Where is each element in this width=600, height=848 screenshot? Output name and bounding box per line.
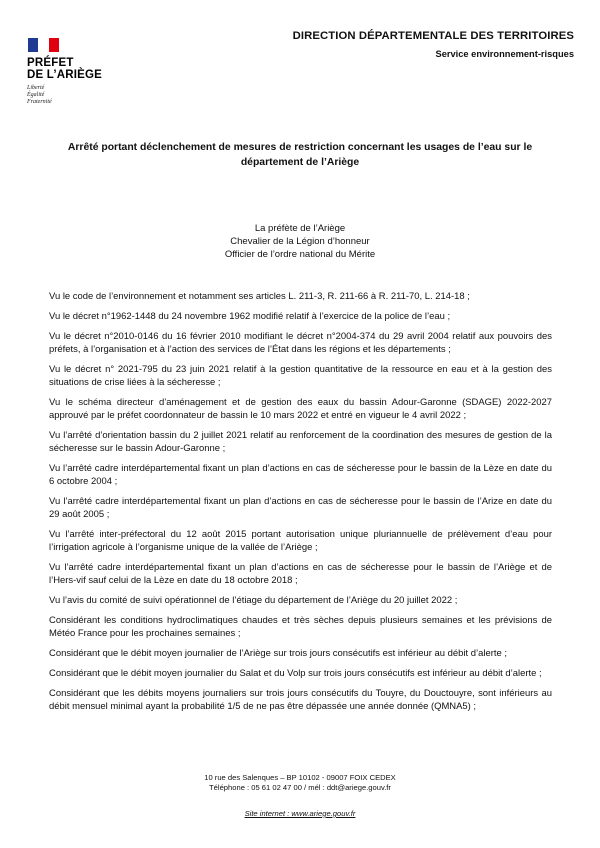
- paragraph: Vu l’arrêté cadre interdépartemental fixant un plan d’actions en cas de sécheresse pour le bassin de la Lèze en date du 6 octobre 2004 ;: [49, 463, 552, 487]
- header-right: [293, 30, 574, 59]
- paragraph: Considérant les conditions hydroclimatiques chaudes et très sèches depuis plusieurs semaines et les prévisions de Météo France pour les prochaines semaines ;: [49, 615, 552, 639]
- authority-line-2: Chevalier de la Légion d’honneur: [230, 236, 370, 247]
- authority-line-1: La préfète de l’Ariège: [254, 223, 346, 234]
- paragraph: Considérant que le débit moyen journalier de l’Ariège sur trois jours consécutifs est inférieur au débit d’alerte ;: [49, 648, 507, 659]
- body-paragraphs: [49, 290, 552, 720]
- paragraph: Vu l’arrêté cadre interdépartemental fixant un plan d’actions en cas de sécheresse pour le bassin de l’Arize en date du 29 août 2005 ;: [49, 496, 552, 520]
- footer: [0, 773, 600, 793]
- paragraph: Vu le code de l’environnement et notamment ses articles L. 211-3, R. 211-66 à R. 211-70, L. 214-18 ;: [49, 291, 470, 302]
- paragraph: Vu l’avis du comité de suivi opérationnel de l’étiage du département de l’Ariège du 20 juillet 2022 ;: [49, 595, 458, 606]
- paragraph: Vu le schéma directeur d’aménagement et de gestion des eaux du bassin Adour-Garonne (SDAGE) 2022-2027 approuvé par le préfet coordonnateur de bassin le 10 mars 2022 et entré en vigueur le 4 avril 2022 ;: [49, 397, 552, 421]
- footer-contact: Téléphone : 05 61 02 47 00 / mél : ddt@ariege.gouv.fr: [209, 783, 391, 792]
- motto-fraternite: Fraternité: [27, 99, 52, 105]
- logo-title-line1: PRÉFET: [27, 57, 74, 69]
- motto: [27, 85, 117, 106]
- paragraph: Vu le décret n° 2021-795 du 23 juin 2021 relatif à la gestion quantitative de la ressource en eau et à la gestion des situations de crise liées à la sécheresse ;: [49, 364, 552, 388]
- paragraph: Vu le décret n°1962-1448 du 24 novembre 1962 modifié relatif à l’exercice de la police de l’eau ;: [49, 311, 451, 322]
- paragraph: Vu le décret n°2010-0146 du 16 février 2010 modifiant le décret n°2004-374 du 29 avril 2004 relatif aux pouvoirs des préfets, à l’organisation et à l’action des services de l’État dans les régions et les départements ;: [49, 331, 552, 355]
- motto-egalite: Égalité: [27, 92, 45, 98]
- document-title: Arrêté portant déclenchement de mesures de restriction concernant les usages de l’eau sur le département de l’Ariège: [67, 142, 533, 168]
- paragraph: Vu l’arrêté cadre interdépartemental fixant un plan d’actions en cas de sécheresse pour le bassin de l’Ariège et de l’Hers-vif sauf celui de la Lèze en date du 18 octobre 2018 ;: [49, 562, 552, 586]
- motto-liberte: Liberté: [27, 85, 45, 91]
- footer-site: [0, 809, 600, 818]
- website-link[interactable]: Site internet : www.ariege.gouv.fr: [244, 809, 356, 818]
- paragraph: Vu l’arrêté d’orientation bassin du 2 juillet 2021 relatif au renforcement de la coordination des mesures de gestion de la sécheresse sur le bassin Adour-Garonne ;: [49, 430, 552, 454]
- logo-title-line2: DE L’ARIÈGE: [27, 69, 103, 81]
- service-name: Service environnement-risques: [435, 49, 574, 59]
- logo-title: [27, 57, 117, 81]
- french-flag-icon: [28, 38, 59, 52]
- paragraph: Vu l’arrêté inter-préfectoral du 12 août 2015 portant autorisation unique pluriannuelle de prélèvement d’eau pour l’irrigation agricole à l’organisme unique de la vallée de l’Ariège ;: [49, 529, 552, 553]
- paragraph: Considérant que les débits moyens journaliers sur trois jours consécutifs du Touyre, du Douctouyre, sont inférieurs au débit mensuel minimal ayant la probabilité 1/5 de ne pas être dépassée une année donnée (QMNA5) ;: [49, 688, 552, 712]
- authority-line-3: Officier de l’ordre national du Mérite: [224, 249, 376, 260]
- paragraph: Considérant que le débit moyen journalier du Salat et du Volp sur trois jours consécutifs est inférieur au débit d’alerte ;: [49, 668, 542, 679]
- footer-address: 10 rue des Salenques – BP 10102 - 09007 FOIX CEDEX: [204, 773, 396, 782]
- direction-name: DIRECTION DÉPARTEMENTALE DES TERRITOIRES: [292, 30, 574, 42]
- authority-block: [0, 222, 600, 261]
- prefecture-logo: [27, 38, 117, 106]
